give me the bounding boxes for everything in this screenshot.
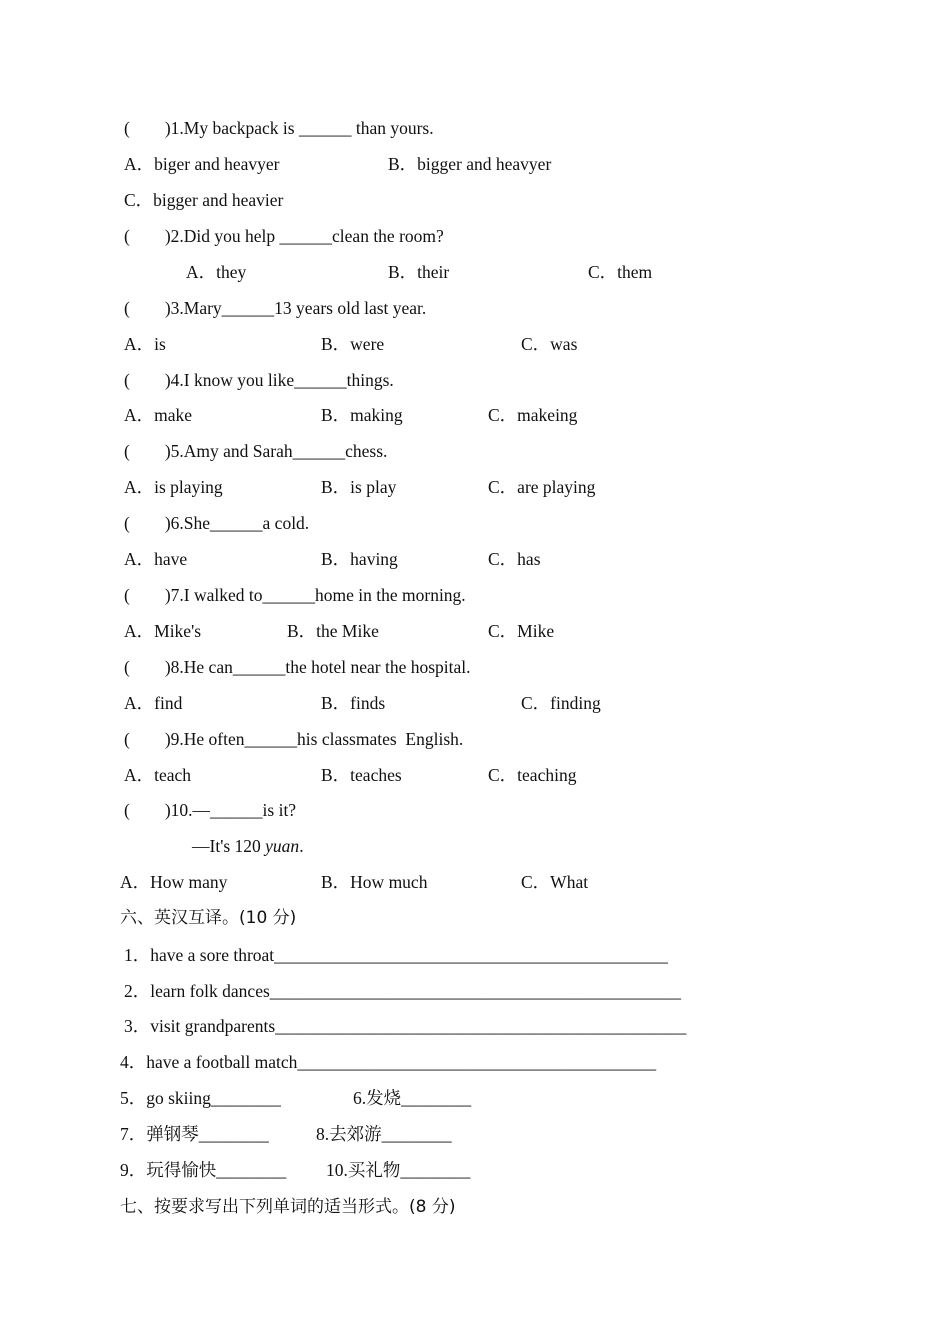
question-8-option-a: A．find (124, 693, 183, 713)
question-8-stem: ( )8.He can______the hotel near the hospital. (124, 657, 471, 677)
question-9-stem: ( )9.He often______his classmates English. (124, 729, 464, 749)
question-5-option-c: C．are playing (488, 477, 596, 497)
question-9-option-b: B．teaches (321, 765, 402, 785)
section-6-item-7: 7．弹钢琴________ (120, 1124, 269, 1144)
question-5-stem: ( )5.Amy and Sarah______chess. (124, 441, 388, 461)
section-6-item-9: 9．玩得愉快________ (120, 1160, 287, 1180)
section-6-item-10: 10.买礼物________ (326, 1160, 471, 1180)
question-2-option-c: C．them (588, 262, 653, 282)
section-6-title: 六、英汉互译。(10 分) (120, 908, 297, 928)
question-5-option-b: B．is play (321, 477, 397, 497)
question-10-answer: —It's 120 yuan. (192, 836, 304, 856)
question-1-stem: ( )1.My backpack is ______ than yours. (124, 118, 434, 138)
question-1-option-b: B．bigger and heavyer (388, 154, 552, 174)
question-7-option-b: B．the Mike (287, 621, 379, 641)
question-4-option-a: A．make (124, 405, 193, 425)
question-10-option-c: C．What (521, 872, 589, 892)
question-3-stem: ( )3.Mary______13 years old last year. (124, 298, 427, 318)
question-2-option-a: A．they (186, 262, 247, 282)
question-6-option-b: B．having (321, 549, 398, 569)
question-1-option-a: A．biger and heavyer (124, 154, 280, 174)
question-2-stem: ( )2.Did you help ______clean the room? (124, 226, 444, 246)
question-7-option-c: C．Mike (488, 621, 555, 641)
section-6-item-6: 6.发烧________ (353, 1088, 472, 1108)
question-5-option-a: A．is playing (124, 477, 223, 497)
question-6-stem: ( )6.She______a cold. (124, 513, 310, 533)
question-8-option-c: C．finding (521, 693, 601, 713)
section-6-item-4: 4．have a football match_________________________________________ (120, 1052, 657, 1072)
question-6-option-c: C．has (488, 549, 541, 569)
question-1-option-c: C．bigger and heavier (124, 190, 284, 210)
question-4-option-c: C．makeing (488, 405, 578, 425)
question-10-stem: ( )10.—______is it? (124, 800, 297, 820)
section-6-item-3: 3．visit grandparents_______________________________________________ (124, 1016, 687, 1036)
section-6-item-5: 5．go skiing________ (120, 1088, 281, 1108)
question-6-option-a: A．have (124, 549, 188, 569)
question-7-option-a: A．Mike's (124, 621, 202, 641)
question-9-option-a: A．teach (124, 765, 192, 785)
question-2-option-b: B．their (388, 262, 450, 282)
question-4-option-b: B．making (321, 405, 403, 425)
section-6-item-2: 2．learn folk dances_______________________________________________ (124, 981, 682, 1001)
question-8-option-b: B．finds (321, 693, 386, 713)
section-6-item-1: 1．have a sore throat_____________________________________________ (124, 945, 668, 965)
question-10-option-b: B．How much (321, 872, 428, 892)
question-7-stem: ( )7.I walked to______home in the morning. (124, 585, 466, 605)
question-3-option-a: A．is (124, 334, 166, 354)
question-10-option-a: A．How many (120, 872, 228, 892)
section-7-title: 七、按要求写出下列单词的适当形式。(8 分) (120, 1197, 456, 1217)
question-3-option-b: B．were (321, 334, 385, 354)
question-4-stem: ( )4.I know you like______things. (124, 370, 394, 390)
section-6-item-8: 8.去郊游________ (316, 1124, 452, 1144)
question-9-option-c: C．teaching (488, 765, 577, 785)
question-3-option-c: C．was (521, 334, 578, 354)
